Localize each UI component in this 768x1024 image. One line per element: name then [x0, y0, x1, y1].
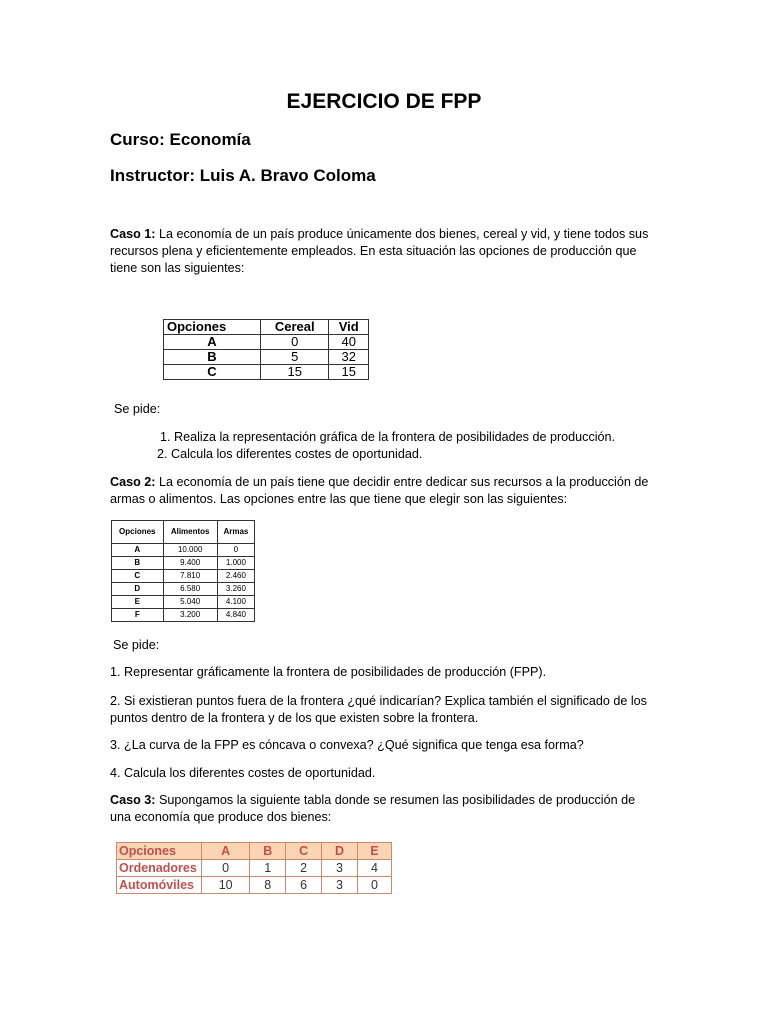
- table-row: [164, 320, 369, 335]
- table-cell: C: [112, 570, 164, 583]
- table-cell: 0: [202, 860, 250, 877]
- table-header: Alimentos: [163, 521, 217, 544]
- course-heading: Curso: Economía: [110, 130, 251, 149]
- caso2-text: La economía de un país tiene que decidir entre dedicar sus recursos a la producción de armas o alimentos. Las opciones entre las que tiene que elegir son las siguientes:: [110, 475, 649, 506]
- table-cell: 3: [322, 877, 358, 894]
- table-row: [117, 877, 392, 894]
- table-cell: 5: [261, 350, 329, 365]
- table-row: [112, 544, 255, 557]
- table-cell: 15: [261, 365, 329, 380]
- table-cell: 3.200: [163, 609, 217, 622]
- table-cell: 1: [250, 860, 286, 877]
- caso1-label: Caso 1:: [110, 227, 156, 241]
- table-row: [117, 860, 392, 877]
- table-header: E: [357, 843, 391, 860]
- table-cell: E: [112, 596, 164, 609]
- table-cell: 0: [261, 335, 329, 350]
- table-row: [112, 596, 255, 609]
- caso2-se-pide: Se pide:: [113, 638, 160, 652]
- table-row: [112, 570, 255, 583]
- caso2-item-2: 2. Si existieran puntos fuera de la frontera ¿qué indicarían? Explica también el significado de los puntos dentro de la frontera y de los que existen sobre la frontera.: [110, 694, 647, 725]
- table-cell: 3.260: [217, 583, 254, 596]
- table-cell: 2.460: [217, 570, 254, 583]
- table-header: Opciones: [164, 320, 261, 335]
- instructor-heading: Instructor: Luis A. Bravo Coloma: [110, 166, 376, 185]
- table-row: [164, 350, 369, 365]
- table-row: [112, 521, 255, 544]
- table-cell: 6: [286, 877, 322, 894]
- caso1-table: [163, 319, 369, 380]
- caso2-item-4: 4. Calcula los diferentes costes de oportunidad.: [110, 766, 376, 780]
- table-cell: 3: [322, 860, 358, 877]
- table-header: Vid: [329, 320, 369, 335]
- caso2-label: Caso 2:: [110, 475, 156, 489]
- table-cell: A: [112, 544, 164, 557]
- table-cell: A: [164, 335, 261, 350]
- caso2-table: [111, 520, 255, 622]
- table-cell: 0: [217, 544, 254, 557]
- table-cell: Ordenadores: [117, 860, 202, 877]
- caso1-text: La economía de un país produce únicamente dos bienes, cereal y vid, y tiene todos sus recursos plena y eficientemente empleados. En esta situación las opciones de producción que tiene son las siguientes:: [110, 227, 649, 275]
- table-cell: 1.000: [217, 557, 254, 570]
- table-header: Cereal: [261, 320, 329, 335]
- table-header: B: [250, 843, 286, 860]
- table-row: [117, 843, 392, 860]
- table-cell: 4.100: [217, 596, 254, 609]
- table-row: [112, 557, 255, 570]
- table-header: Opciones: [117, 843, 202, 860]
- table-cell: 40: [329, 335, 369, 350]
- caso3-paragraph: [110, 792, 655, 826]
- table-cell: 5.040: [163, 596, 217, 609]
- caso2-item-3: 3. ¿La curva de la FPP es cóncava o convexa? ¿Qué significa que tenga esa forma?: [110, 738, 584, 752]
- table-cell: Automóviles: [117, 877, 202, 894]
- table-cell: 10: [202, 877, 250, 894]
- table-header: Armas: [217, 521, 254, 544]
- table-header: A: [202, 843, 250, 860]
- table-header: D: [322, 843, 358, 860]
- caso1-item-1: 1. Realiza la representación gráfica de la frontera de posibilidades de producción.: [160, 430, 616, 444]
- table-cell: F: [112, 609, 164, 622]
- caso1-item-2: 2. Calcula los diferentes costes de oportunidad.: [157, 447, 423, 461]
- caso2-paragraph: [110, 474, 655, 508]
- table-cell: 4.840: [217, 609, 254, 622]
- table-cell: 10.000: [163, 544, 217, 557]
- table-cell: D: [112, 583, 164, 596]
- table-cell: 9.400: [163, 557, 217, 570]
- table-header: Opciones: [112, 521, 164, 544]
- table-cell: 0: [357, 877, 391, 894]
- caso1-paragraph: [110, 226, 655, 277]
- caso3-table: [116, 842, 392, 894]
- table-cell: B: [164, 350, 261, 365]
- table-cell: 6.580: [163, 583, 217, 596]
- table-cell: 8: [250, 877, 286, 894]
- table-cell: 2: [286, 860, 322, 877]
- caso1-se-pide: Se pide:: [114, 402, 161, 416]
- page-title: EJERCICIO DE FPP: [286, 90, 482, 113]
- table-header: C: [286, 843, 322, 860]
- table-row: [164, 335, 369, 350]
- table-row: [112, 609, 255, 622]
- caso2-item-1: 1. Representar gráficamente la frontera de posibilidades de producción (FPP).: [110, 665, 547, 679]
- table-cell: 32: [329, 350, 369, 365]
- table-row: [164, 365, 369, 380]
- table-row: [112, 583, 255, 596]
- table-cell: 15: [329, 365, 369, 380]
- table-cell: B: [112, 557, 164, 570]
- table-cell: C: [164, 365, 261, 380]
- caso3-label: Caso 3:: [110, 793, 156, 807]
- table-cell: 7.810: [163, 570, 217, 583]
- caso3-text: Supongamos la siguiente tabla donde se resumen las posibilidades de producción de una economía que produce dos bienes:: [110, 793, 636, 824]
- table-cell: 4: [357, 860, 391, 877]
